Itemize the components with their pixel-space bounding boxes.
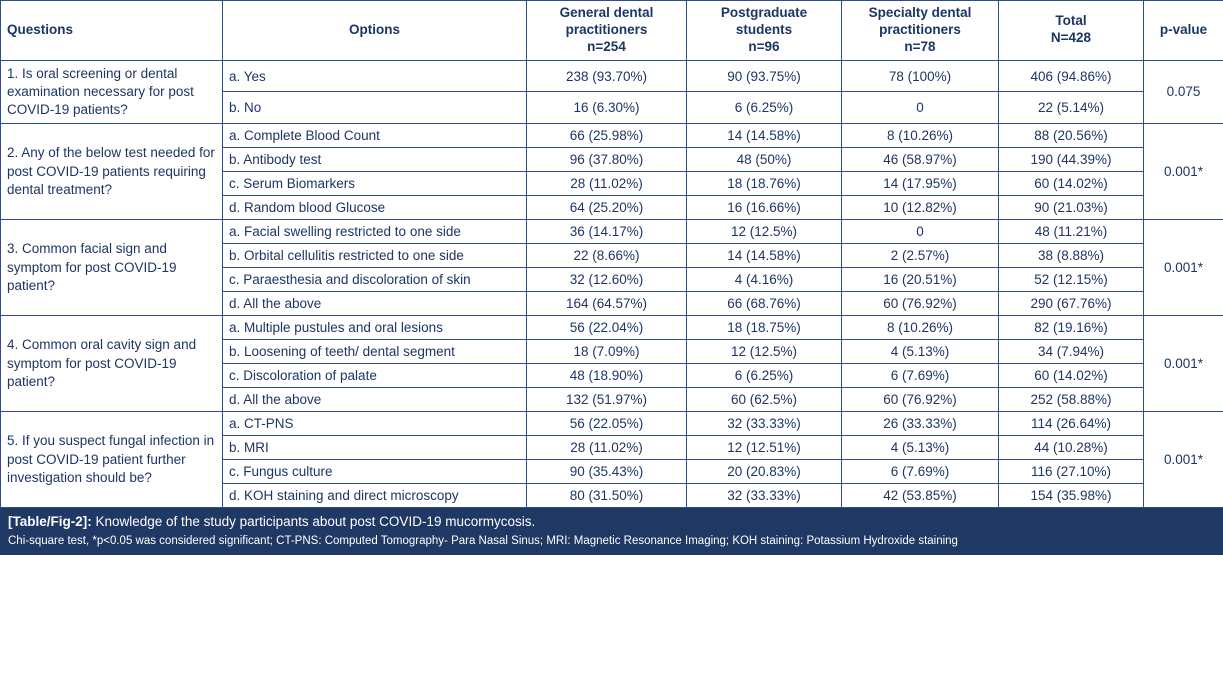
header-postgrad-line2: students <box>735 21 793 37</box>
question-cell: 3. Common facial sign and symptom for post COVID-19 patient? <box>1 220 223 316</box>
header-options: Options <box>223 1 527 61</box>
p-value-cell: 0.001* <box>1144 220 1223 316</box>
total-value-cell: 114 (26.64%) <box>999 412 1144 436</box>
total-value-cell: 252 (58.88%) <box>999 388 1144 412</box>
option-cell: d. KOH staining and direct microscopy <box>223 484 527 508</box>
total-value-cell: 116 (27.10%) <box>999 460 1144 484</box>
postgrad-value-cell: 4 (4.16%) <box>687 268 842 292</box>
option-cell: c. Discoloration of palate <box>223 364 527 388</box>
header-row <box>1 1 1223 61</box>
postgrad-value-cell: 48 (50%) <box>687 148 842 172</box>
header-general-line2: practitioners <box>565 21 648 37</box>
postgrad-value-cell: 18 (18.76%) <box>687 172 842 196</box>
postgrad-value-cell: 6 (6.25%) <box>687 92 842 124</box>
general-value-cell: 132 (51.97%) <box>527 388 687 412</box>
general-value-cell: 238 (93.70%) <box>527 60 687 92</box>
specialty-value-cell: 16 (20.51%) <box>842 268 999 292</box>
question-cell: 2. Any of the below test needed for post COVID-19 patients requiring dental treatment? <box>1 124 223 220</box>
caption-title: Knowledge of the study participants about post COVID-19 mucormycosis. <box>91 514 536 530</box>
postgrad-value-cell: 90 (93.75%) <box>687 60 842 92</box>
header-postgrad-line3: n=96 <box>748 38 780 54</box>
general-value-cell: 36 (14.17%) <box>527 220 687 244</box>
general-value-cell: 56 (22.05%) <box>527 412 687 436</box>
header-general-dental-practitioners <box>527 1 687 61</box>
total-value-cell: 60 (14.02%) <box>999 364 1144 388</box>
option-cell: d. All the above <box>223 292 527 316</box>
postgrad-value-cell: 66 (68.76%) <box>687 292 842 316</box>
option-cell: a. CT-PNS <box>223 412 527 436</box>
header-specialty-line3: n=78 <box>904 38 936 54</box>
specialty-value-cell: 6 (7.69%) <box>842 460 999 484</box>
postgrad-value-cell: 12 (12.5%) <box>687 220 842 244</box>
total-value-cell: 154 (35.98%) <box>999 484 1144 508</box>
figure-caption <box>0 508 1223 555</box>
total-value-cell: 38 (8.88%) <box>999 244 1144 268</box>
specialty-value-cell: 26 (33.33%) <box>842 412 999 436</box>
table-row <box>1 60 1223 92</box>
table-header <box>1 1 1223 61</box>
postgrad-value-cell: 32 (33.33%) <box>687 412 842 436</box>
question-cell: 1. Is oral screening or dental examination necessary for post COVID-19 patients? <box>1 60 223 124</box>
option-cell: c. Paraesthesia and discoloration of skin <box>223 268 527 292</box>
total-value-cell: 82 (19.16%) <box>999 316 1144 340</box>
specialty-value-cell: 0 <box>842 92 999 124</box>
postgrad-value-cell: 20 (20.83%) <box>687 460 842 484</box>
general-value-cell: 18 (7.09%) <box>527 340 687 364</box>
specialty-value-cell: 60 (76.92%) <box>842 292 999 316</box>
p-value-cell: 0.001* <box>1144 124 1223 220</box>
postgrad-value-cell: 60 (62.5%) <box>687 388 842 412</box>
table-body <box>1 60 1223 508</box>
general-value-cell: 48 (18.90%) <box>527 364 687 388</box>
general-value-cell: 164 (64.57%) <box>527 292 687 316</box>
postgrad-value-cell: 12 (12.51%) <box>687 436 842 460</box>
general-value-cell: 32 (12.60%) <box>527 268 687 292</box>
specialty-value-cell: 2 (2.57%) <box>842 244 999 268</box>
specialty-value-cell: 10 (12.82%) <box>842 196 999 220</box>
specialty-value-cell: 8 (10.26%) <box>842 316 999 340</box>
specialty-value-cell: 60 (76.92%) <box>842 388 999 412</box>
header-p-value: p-value <box>1144 1 1223 61</box>
header-questions: Questions <box>1 1 223 61</box>
header-specialty-line2: practitioners <box>879 21 961 37</box>
option-cell: a. Yes <box>223 60 527 92</box>
header-specialty-dental-practitioners <box>842 1 999 61</box>
postgrad-value-cell: 18 (18.75%) <box>687 316 842 340</box>
caption-footnote: Chi-square test, *p<0.05 was considered significant; CT-PNS: Computed Tomography- Para Nasal Sinus; MRI: Magnetic Resonance Imaging; KOH staining: Potassium Hydroxide staining <box>8 534 958 547</box>
total-value-cell: 290 (67.76%) <box>999 292 1144 316</box>
specialty-value-cell: 46 (58.97%) <box>842 148 999 172</box>
caption-title-line <box>8 513 1215 531</box>
postgrad-value-cell: 32 (33.33%) <box>687 484 842 508</box>
question-cell: 5. If you suspect fungal infection in post COVID-19 patient further investigation should be? <box>1 412 223 508</box>
general-value-cell: 80 (31.50%) <box>527 484 687 508</box>
header-general-line1: General dental <box>559 5 654 20</box>
postgrad-value-cell: 12 (12.5%) <box>687 340 842 364</box>
specialty-value-cell: 6 (7.69%) <box>842 364 999 388</box>
header-postgraduate-students <box>687 1 842 61</box>
postgrad-value-cell: 14 (14.58%) <box>687 124 842 148</box>
table-row <box>1 316 1223 340</box>
option-cell: b. Loosening of teeth/ dental segment <box>223 340 527 364</box>
total-value-cell: 22 (5.14%) <box>999 92 1144 124</box>
general-value-cell: 16 (6.30%) <box>527 92 687 124</box>
option-cell: c. Serum Biomarkers <box>223 172 527 196</box>
postgrad-value-cell: 16 (16.66%) <box>687 196 842 220</box>
total-value-cell: 44 (10.28%) <box>999 436 1144 460</box>
header-total-line2: N=428 <box>1050 30 1092 46</box>
p-value-cell: 0.001* <box>1144 412 1223 508</box>
specialty-value-cell: 0 <box>842 220 999 244</box>
general-value-cell: 22 (8.66%) <box>527 244 687 268</box>
specialty-value-cell: 4 (5.13%) <box>842 436 999 460</box>
postgrad-value-cell: 14 (14.58%) <box>687 244 842 268</box>
option-cell: d. Random blood Glucose <box>223 196 527 220</box>
specialty-value-cell: 42 (53.85%) <box>842 484 999 508</box>
header-general-line3: n=254 <box>587 38 626 54</box>
total-value-cell: 88 (20.56%) <box>999 124 1144 148</box>
total-value-cell: 34 (7.94%) <box>999 340 1144 364</box>
header-total-line1: Total <box>1055 13 1087 29</box>
header-total <box>999 1 1144 61</box>
total-value-cell: 406 (94.86%) <box>999 60 1144 92</box>
option-cell: b. No <box>223 92 527 124</box>
general-value-cell: 66 (25.98%) <box>527 124 687 148</box>
header-postgrad-line1: Postgraduate <box>720 5 808 20</box>
general-value-cell: 28 (11.02%) <box>527 436 687 460</box>
general-value-cell: 96 (37.80%) <box>527 148 687 172</box>
total-value-cell: 48 (11.21%) <box>999 220 1144 244</box>
total-value-cell: 90 (21.03%) <box>999 196 1144 220</box>
general-value-cell: 28 (11.02%) <box>527 172 687 196</box>
p-value-cell: 0.001* <box>1144 316 1223 412</box>
total-value-cell: 60 (14.02%) <box>999 172 1144 196</box>
option-cell: b. Antibody test <box>223 148 527 172</box>
general-value-cell: 64 (25.20%) <box>527 196 687 220</box>
table-row <box>1 220 1223 244</box>
specialty-value-cell: 14 (17.95%) <box>842 172 999 196</box>
table-row <box>1 412 1223 436</box>
caption-tag: [Table/Fig-2]: <box>8 514 92 530</box>
option-cell: b. MRI <box>223 436 527 460</box>
general-value-cell: 90 (35.43%) <box>527 460 687 484</box>
question-cell: 4. Common oral cavity sign and symptom for post COVID-19 patient? <box>1 316 223 412</box>
p-value-cell: 0.075 <box>1144 60 1223 124</box>
total-value-cell: 52 (12.15%) <box>999 268 1144 292</box>
option-cell: d. All the above <box>223 388 527 412</box>
option-cell: b. Orbital cellulitis restricted to one side <box>223 244 527 268</box>
general-value-cell: 56 (22.04%) <box>527 316 687 340</box>
option-cell: c. Fungus culture <box>223 460 527 484</box>
specialty-value-cell: 78 (100%) <box>842 60 999 92</box>
header-specialty-line1: Specialty dental <box>868 5 972 20</box>
specialty-value-cell: 8 (10.26%) <box>842 124 999 148</box>
specialty-value-cell: 4 (5.13%) <box>842 340 999 364</box>
option-cell: a. Complete Blood Count <box>223 124 527 148</box>
option-cell: a. Facial swelling restricted to one side <box>223 220 527 244</box>
postgrad-value-cell: 6 (6.25%) <box>687 364 842 388</box>
option-cell: a. Multiple pustules and oral lesions <box>223 316 527 340</box>
table-row <box>1 124 1223 148</box>
total-value-cell: 190 (44.39%) <box>999 148 1144 172</box>
